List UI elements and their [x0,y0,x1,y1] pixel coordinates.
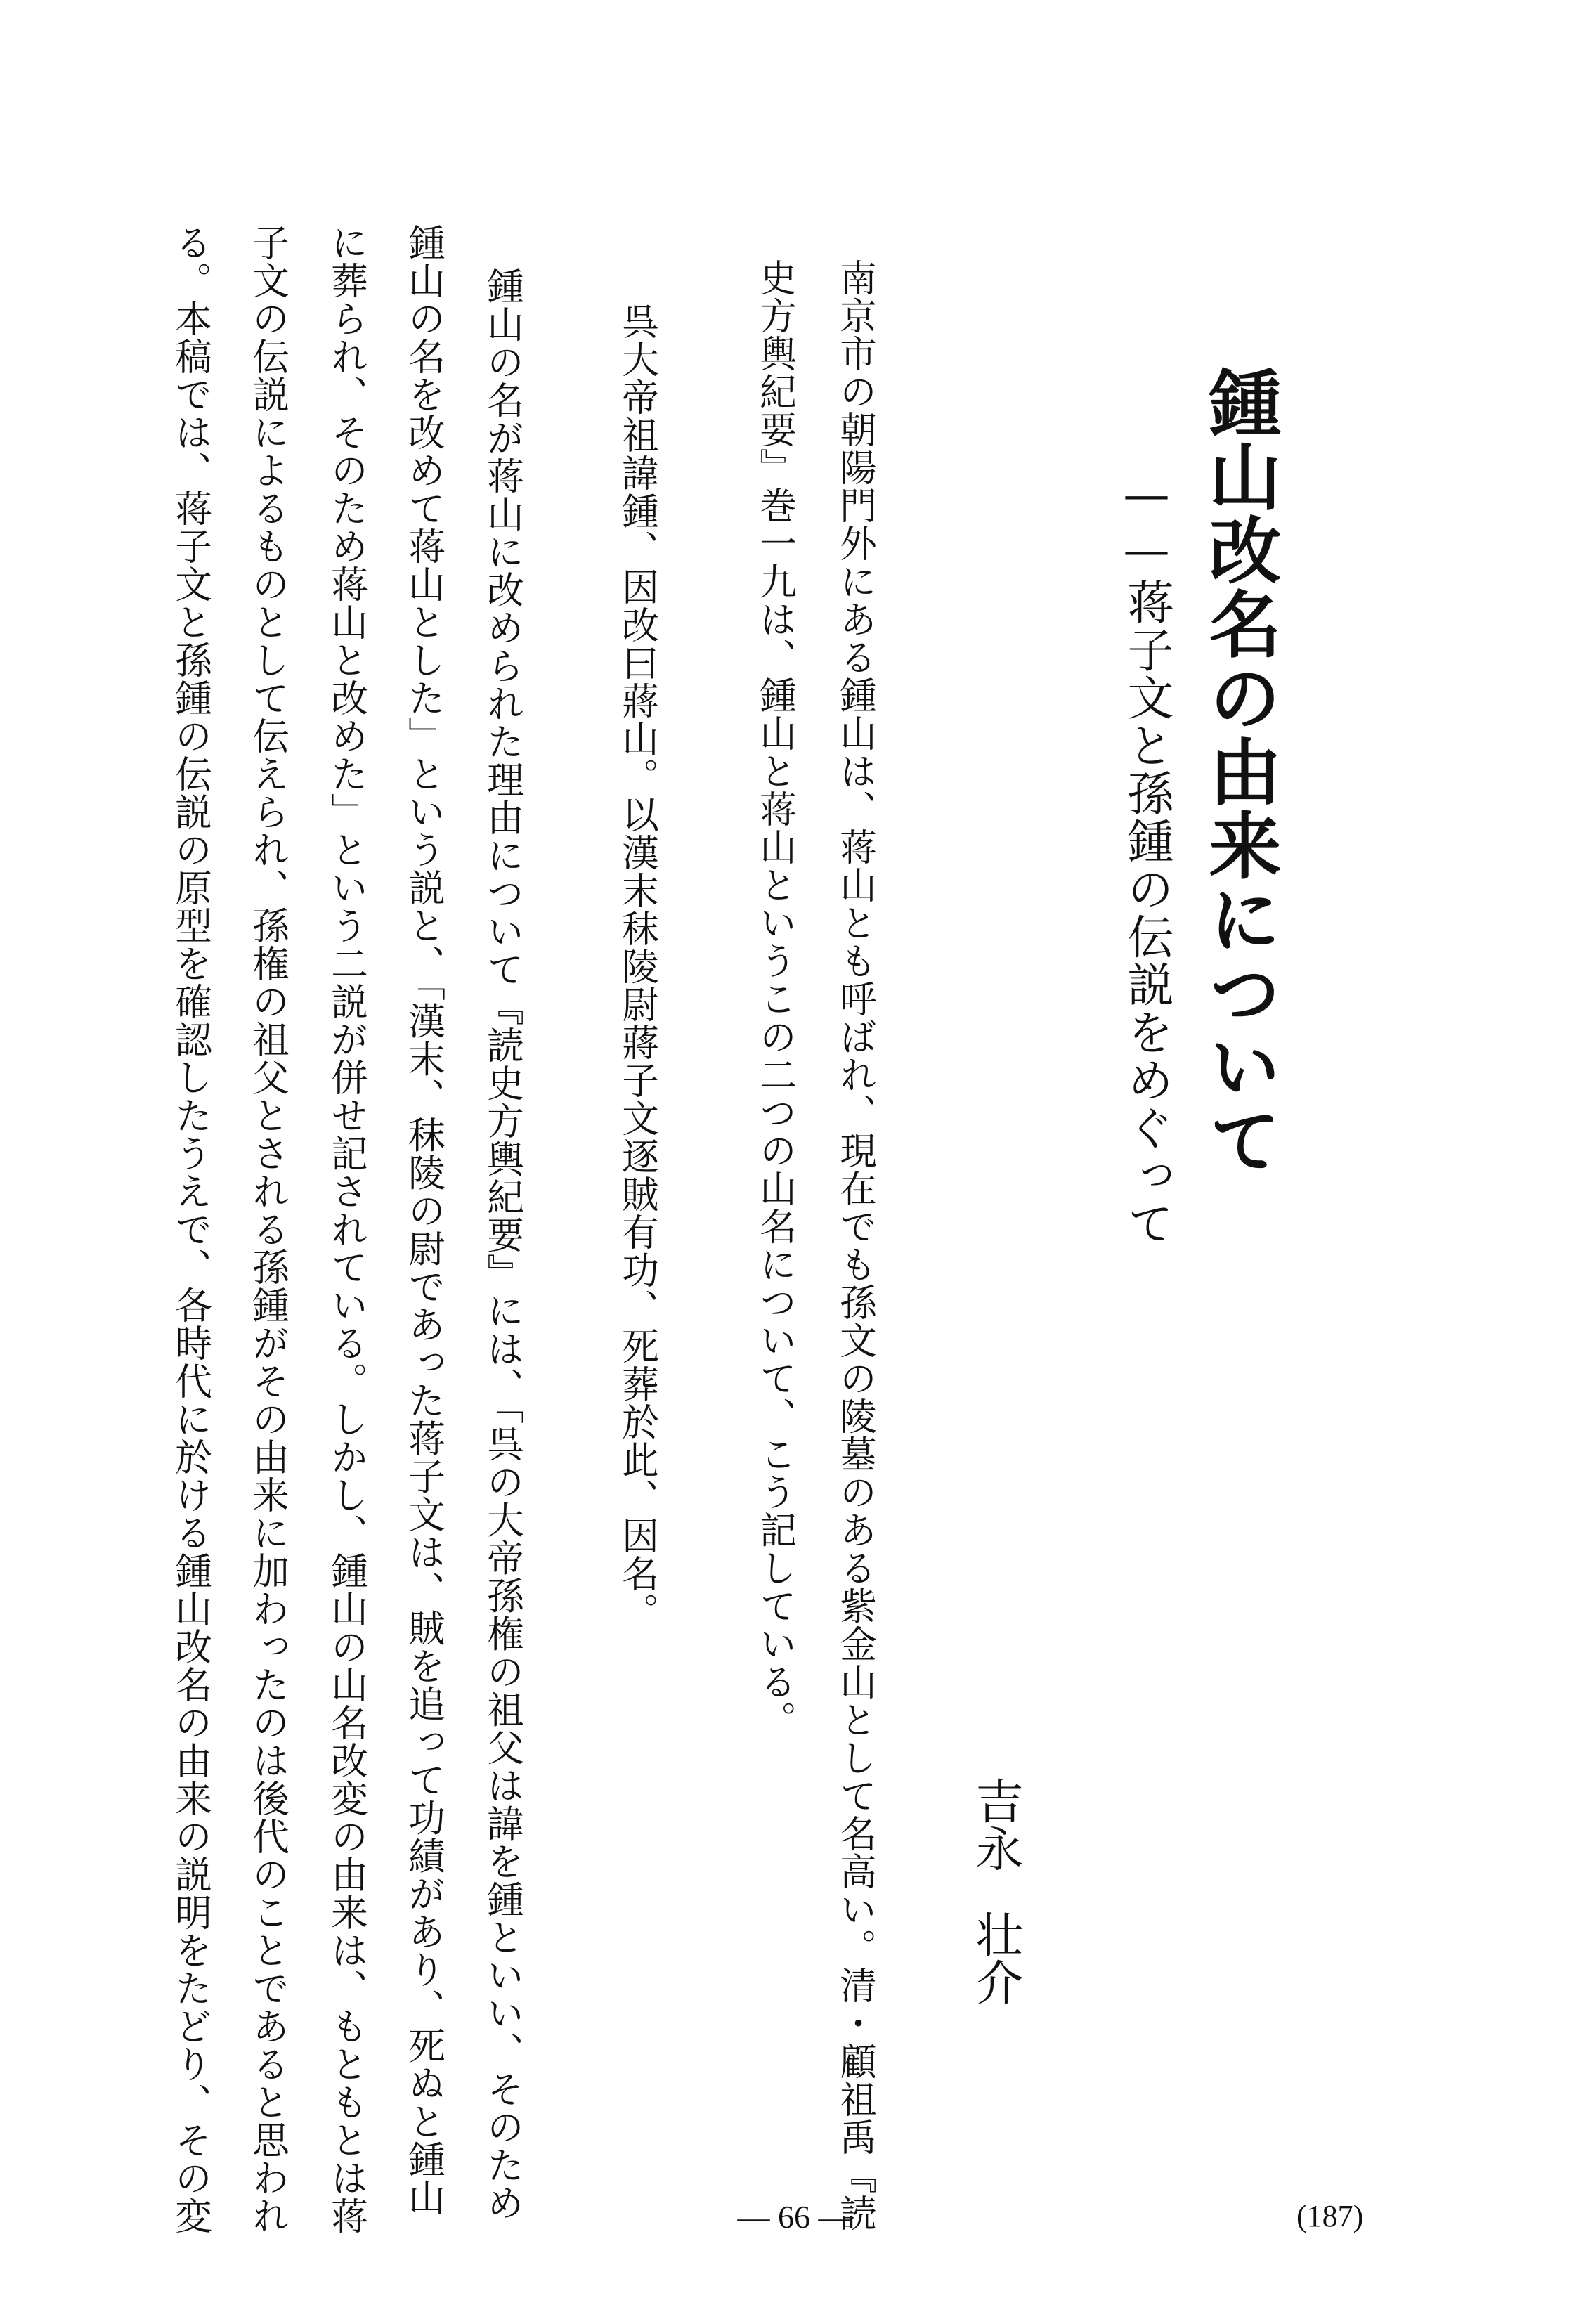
article-subtitle: ——蒋子文と孫鍾の伝説をめぐって [1119,467,1173,1247]
intro-line: 南京市の朝陽門外にある鍾山は、蒋山とも呼ばれ、現在でも孫文の陵墓のある紫金山として名高い。清・顧祖禹『読 [833,259,877,2232]
paragraph-line: に葬られ、そのため蒋山と改めた」という二説が併せ記されている。しかし、鍾山の山名改変の由来は、もともとは蒋 [325,223,368,2235]
paragraph-line: 鍾山の名が蒋山に改められた理由について『読史方輿紀要』には、「呉の大帝孫権の祖父は諱を鍾といい、そのため [481,267,524,2222]
author-given-name: 壮介 [968,1910,1023,2006]
page-number-alt: (187) [1296,2199,1364,2233]
paragraph-line: 鍾山の名を改めて蒋山とした」という説と、「漢末、秣陵の尉であった蒋子文は、賊を追って功績があり、死ぬと鍾山 [402,223,445,2216]
article-title: 鍾山改名の由来について [1197,365,1282,1177]
paragraph-line: 子文の伝説によるものとして伝えられ、孫権の祖父とされる孫鍾がその由来に加わったのは後代のことであると思われ [246,223,290,2235]
author-surname: 吉永 [968,1777,1023,1872]
intro-line: 史方輿紀要』巻一九は、鍾山と蒋山というこの二つの山名について、こう記している。 [753,259,797,1739]
page-number: — 66 — [737,2199,851,2235]
quote-text: 呉大帝祖諱鍾、因改曰蔣山。以漢末秣陵尉蔣子文逐賊有功、死葬於此、因名。 [616,302,659,1630]
paragraph-line: る。本稿では、蒋子文と孫鍾の伝説の原型を確認したうえで、各時代に於ける鍾山改名の由来の説明をたどり、その変 [169,223,212,2235]
